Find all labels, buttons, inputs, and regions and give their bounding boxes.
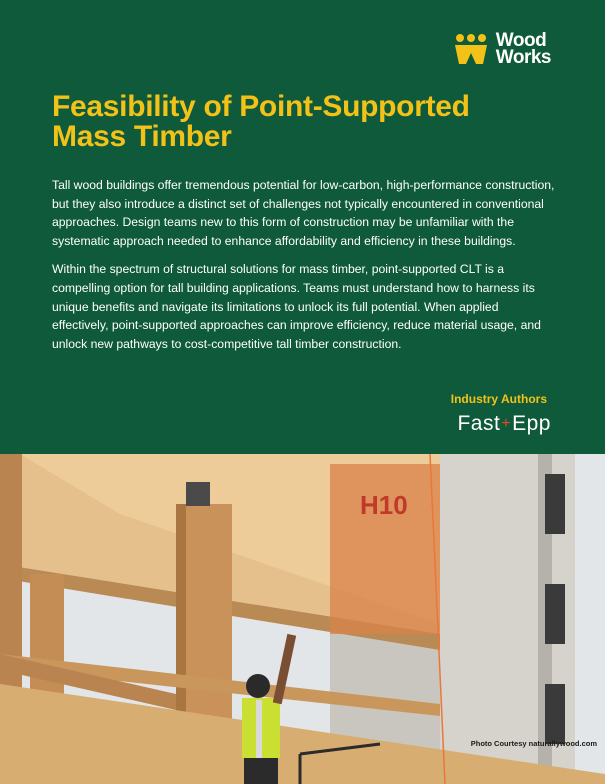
- author-plus: +: [501, 415, 512, 432]
- paragraph-1: Tall wood buildings offer tremendous potential for low-carbon, high-performance construction, but they also introduce a distinct set of challenges not typically encountered in conventional approaches. Design teams new to this form of construction may be unfamiliar with the systematic approach needed to enhance affordability and efficiency in these buildings.: [52, 178, 555, 248]
- author-name-left: Fast: [457, 412, 501, 435]
- author-name-right: Epp: [512, 412, 551, 435]
- construction-photo: [0, 454, 605, 784]
- photo-marking: H10: [360, 490, 408, 520]
- title-line-1: Feasibility of Point-Supported: [52, 90, 470, 123]
- fast-epp-logo: [457, 412, 551, 436]
- woodworks-logo: [454, 32, 551, 66]
- paragraph-2: Within the spectrum of structural solutions for mass timber, point-supported CLT is a compelling option for tall building applications. Teams must understand how to harness its unique benefits and navigate its limitations to unlock its full potential. When applied effectively, point-supported approaches can improve efficiency, reduce material usage, and unlock new pathways to cost-competitive tall timber construction.: [52, 262, 541, 351]
- intro-text: [52, 176, 557, 363]
- page-title: [52, 92, 572, 152]
- woodworks-mark-icon: [454, 33, 488, 65]
- brand-line-1: Wood: [495, 30, 547, 51]
- photo-credit: Photo Courtesy naturallywood.com: [470, 739, 597, 748]
- woodworks-wordmark: [496, 32, 551, 66]
- brand-line-2: Works: [495, 47, 551, 68]
- construction-photo-illustration: [0, 454, 605, 784]
- industry-authors-label: Industry Authors: [450, 392, 547, 406]
- title-line-2: Mass Timber: [52, 120, 232, 153]
